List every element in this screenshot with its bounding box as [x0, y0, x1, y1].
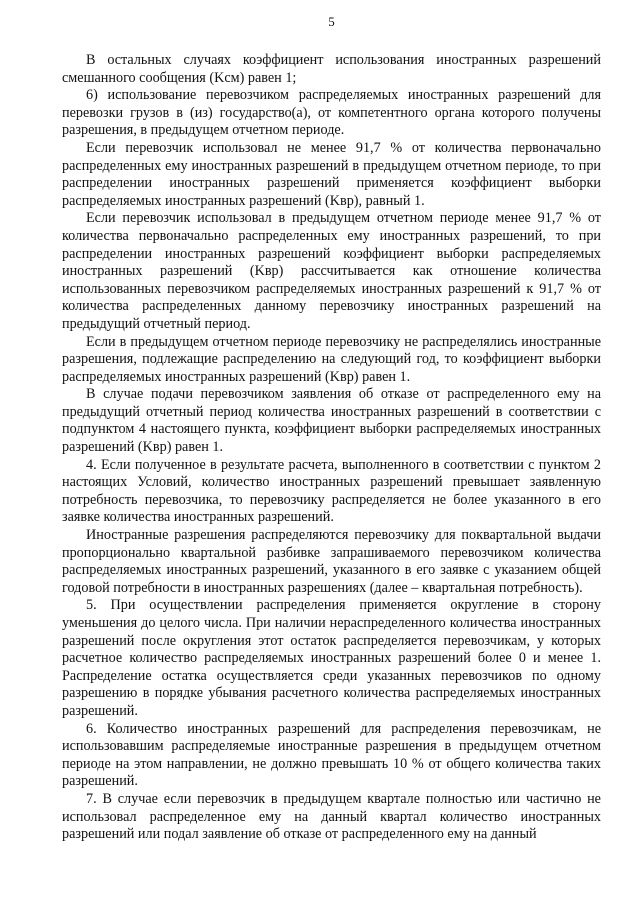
paragraph-quarterly: Иностранные разрешения распределяются перевозчику для поквартальной выдачи пропорционально квартальной разбивке запрашиваемого перевозчиком количества распределяемых иностранных разрешений, указанного в его заявке с указанием общей годовой потребности в иностранных разрешениях (далее – квартальная потребность).: [62, 527, 601, 596]
paragraph-refusal: В случае подачи перевозчиком заявления об отказе от распределенного ему на предыдущий отчетный период количества иностранных разрешений в соответствии с подпунктом 4 настоящего пункта, коэффициент выборки распределяемых иностранных разрешений (Kвр) равен 1.: [62, 386, 601, 456]
paragraph-item-4: 4. Если полученное в результате расчета, выполненного в соответствии с пунктом 2 настоящих Условий, количество иностранных разрешений превышает заявленную потребность перевозчика, то перевозчику распределяется не более указанного в его заявке количества иностранных разрешений.: [62, 456, 601, 526]
page-number: 5: [328, 14, 335, 29]
paragraph-item-7: 7. В случае если перевозчик в предыдущем квартале полностью или частично не использовал распределенное ему на данный квартал количество иностранных разрешений или подал заявление об отказе от распределенного ему на данный: [62, 790, 601, 843]
paragraph-item-6-limit: 6. Количество иностранных разрешений для распределения перевозчикам, не использовавшим распределяемые иностранные разрешения в предыдущем отчетном периоде на этом направлении, не должно превышать 10 % от общего количества таких разрешений.: [62, 720, 601, 790]
paragraph-coefficient-mixed: В остальных случаях коэффициент использования иностранных разрешений смешанного сообщения (Kсм) равен 1;: [62, 52, 601, 86]
paragraph-usage-at-least: Если перевозчик использовал не менее 91,7 % от количества первоначально распределенных ему иностранных разрешений в предыдущем отчетном периоде, то при распределении иностранных разрешений применяется коэффициент выборки распределяемых иностранных разрешений (Kвр), равный 1.: [62, 139, 601, 209]
paragraph-not-allocated: Если в предыдущем отчетном периоде перевозчику не распределялись иностранные разрешения, подлежащие распределению на следующий год, то коэффициент выборки распределяемых иностранных разрешений (Kвр) равен 1.: [62, 333, 601, 385]
paragraph-item-5: 5. При осуществлении распределения применяется округление в сторону уменьшения до целого числа. При наличии нераспределенного количества иностранных разрешений после округления этот остаток распределяется перевозчикам, у которых расчетное количество распределяемых иностранных разрешений более 0 и менее 1. Распределение остатка осуществляется среди указанных перевозчиков по одному разрешению в порядке убывания расчетного количества распределяемых иностранных разрешений.: [62, 597, 601, 719]
paragraph-usage-less-than: Если перевозчик использовал в предыдущем отчетном периоде менее 91,7 % от количества первоначально распределенных ему иностранных разрешений, то при распределении иностранных разрешений коэффициент выборки распределяемых иностранных разрешений (Kвр) рассчитывается как отношение количества использованных перевозчиком распределяемых иностранных разрешений к 91,7 % от количества распределенных данному перевозчику иностранных разрешений на предыдущий отчетный период.: [62, 210, 601, 332]
paragraph-item-6: 6) использование перевозчиком распределяемых иностранных разрешений для перевозки грузов в (из) государство(а), от компетентного органа которого получены разрешения, в предыдущем отчетном периоде.: [62, 87, 601, 139]
